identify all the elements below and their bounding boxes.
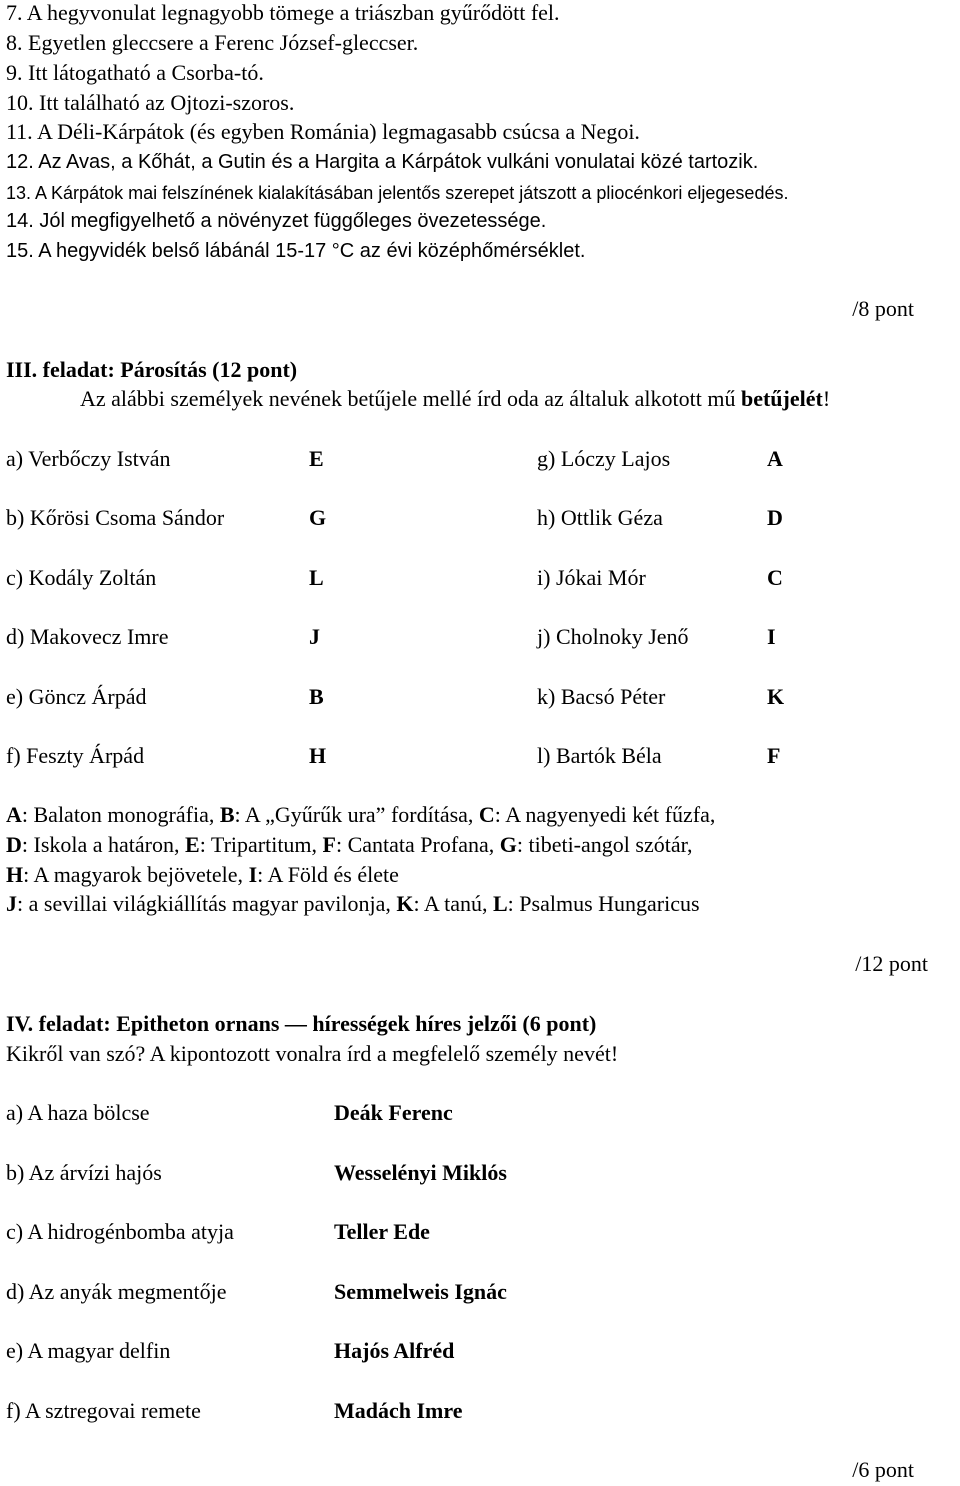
answer-letter: L — [309, 565, 324, 590]
task3-instruction-end: ! — [822, 386, 831, 411]
statement-11: 11. A Déli-Kárpátok (és egyben Románia) legmagasabb csúcsa a Negoi. — [6, 119, 640, 144]
legend-letter: H — [6, 862, 24, 887]
answer-letter: H — [309, 743, 327, 768]
person-name: h) Ottlik Géza — [537, 505, 663, 530]
statement-15: 15. A hegyvidék belső lábánál 15-17 °C az évi középhőmérséklet. — [6, 240, 586, 262]
person-name: i) Jókai Mór — [537, 565, 646, 590]
epithet: e) A magyar delfin — [6, 1338, 171, 1363]
task4-instruction: Kikről van szó? A kipontozott vonalra írd a megfelelő személy nevét! — [6, 1041, 619, 1066]
epithet: c) A hidrogénbomba atyja — [6, 1219, 234, 1244]
answer-letter: D — [767, 505, 783, 530]
statement-14: 14. Jól megfigyelhető a növényzet függőleges övezetessége. — [6, 210, 547, 232]
legend-letter: J — [6, 891, 17, 916]
legend-text: : a sevillai világkiállítás magyar pavilonja, — [17, 891, 397, 916]
epithet: f) A sztregovai remete — [6, 1398, 201, 1423]
epithet: b) Az árvízi hajós — [6, 1160, 162, 1185]
answer-letter: I — [767, 624, 776, 649]
person-answer: Teller Ede — [334, 1219, 430, 1244]
answer-letter: J — [309, 624, 320, 649]
legend-text: : Psalmus Hungaricus — [507, 891, 700, 916]
statement-10: 10. Itt található az Ojtozi-szoros. — [6, 90, 295, 115]
legend-letter: B — [219, 802, 235, 827]
task3-instruction — [80, 386, 830, 412]
answer-letter: B — [309, 684, 324, 709]
legend-line — [6, 891, 700, 917]
legend-letter: G — [499, 832, 517, 857]
person-answer: Deák Ferenc — [334, 1100, 453, 1125]
person-answer: Semmelweis Ignác — [334, 1279, 507, 1304]
legend-text: : A nagyenyedi két fűzfa, — [494, 802, 716, 827]
task4-title: IV. feladat: Epitheton ornans — hírességek híres jelzői (6 pont) — [6, 1011, 597, 1036]
legend-letter: A — [6, 802, 22, 827]
legend-line — [6, 862, 399, 888]
legend-text: : A magyarok bejövetele, — [23, 862, 249, 887]
task3-instruction-bold: betűjelét — [740, 386, 823, 411]
person-answer: Madách Imre — [334, 1398, 463, 1423]
person-name: k) Bacsó Péter — [537, 684, 666, 709]
legend-text: : A Föld és élete — [257, 862, 399, 887]
legend-text: : Tripartitum, — [199, 832, 323, 857]
answer-letter: E — [309, 446, 324, 471]
task3-title: III. feladat: Párosítás (12 pont) — [6, 357, 298, 382]
legend-line — [6, 832, 693, 858]
answer-letter: A — [767, 446, 783, 471]
legend-letter: D — [6, 832, 22, 857]
person-name: a) Verbőczy István — [6, 446, 171, 471]
person-name: g) Lóczy Lajos — [537, 446, 671, 471]
person-name: b) Kőrösi Csoma Sándor — [6, 505, 225, 530]
legend-letter: C — [478, 802, 495, 827]
epithet: a) A haza bölcse — [6, 1100, 150, 1125]
legend-letter: E — [185, 832, 200, 857]
answer-letter: G — [309, 505, 327, 530]
person-name: c) Kodály Zoltán — [6, 565, 157, 590]
legend-letter: L — [492, 891, 508, 916]
person-name: l) Bartók Béla — [537, 743, 662, 768]
task3-score: /12 pont — [855, 951, 928, 976]
person-name: e) Göncz Árpád — [6, 684, 147, 709]
legend-line — [6, 802, 715, 828]
task3-instruction-text: Az alábbi személyek nevének betűjele mellé írd oda az általuk alkotott mű — [80, 386, 741, 411]
person-name: d) Makovecz Imre — [6, 624, 169, 649]
statement-12: 12. Az Avas, a Kőhát, a Gutin és a Hargita a Kárpátok vulkáni vonulatai közé tartozik. — [6, 151, 759, 173]
person-name: j) Cholnoky Jenő — [537, 624, 689, 649]
legend-text: : Cantata Profana, — [336, 832, 500, 857]
statement-9: 9. Itt látogatható a Csorba-tó. — [6, 60, 264, 85]
answer-letter: F — [767, 743, 781, 768]
legend-letter: F — [322, 832, 336, 857]
epithet: d) Az anyák megmentője — [6, 1279, 227, 1304]
legend-text: : Balaton monográfia, — [21, 802, 220, 827]
task4-score: /6 pont — [852, 1457, 914, 1482]
legend-letter: I — [248, 862, 258, 887]
statement-13: 13. A Kárpátok mai felszínének kialakításában jelentős szerepet játszott a pliocénkori eljegesedés. — [6, 183, 789, 203]
answer-letter: C — [767, 565, 783, 590]
legend-text: : Iskola a határon, — [21, 832, 185, 857]
person-name: f) Feszty Árpád — [6, 743, 145, 768]
answer-letter: K — [767, 684, 785, 709]
legend-text: : A tanú, — [413, 891, 493, 916]
person-answer: Hajós Alfréd — [334, 1338, 455, 1363]
statement-7: 7. A hegyvonulat legnagyobb tömege a triászban gyűrődött fel. — [6, 0, 560, 25]
statement-8: 8. Egyetlen gleccsere a Ferenc József-gleccser. — [6, 30, 419, 55]
legend-letter: K — [396, 891, 414, 916]
person-answer: Wesselényi Miklós — [334, 1160, 507, 1185]
legend-text: : tibeti-angol szótár, — [516, 832, 693, 857]
task2-score: /8 pont — [852, 296, 914, 321]
legend-text: : A „Gyűrűk ura” fordítása, — [234, 802, 479, 827]
